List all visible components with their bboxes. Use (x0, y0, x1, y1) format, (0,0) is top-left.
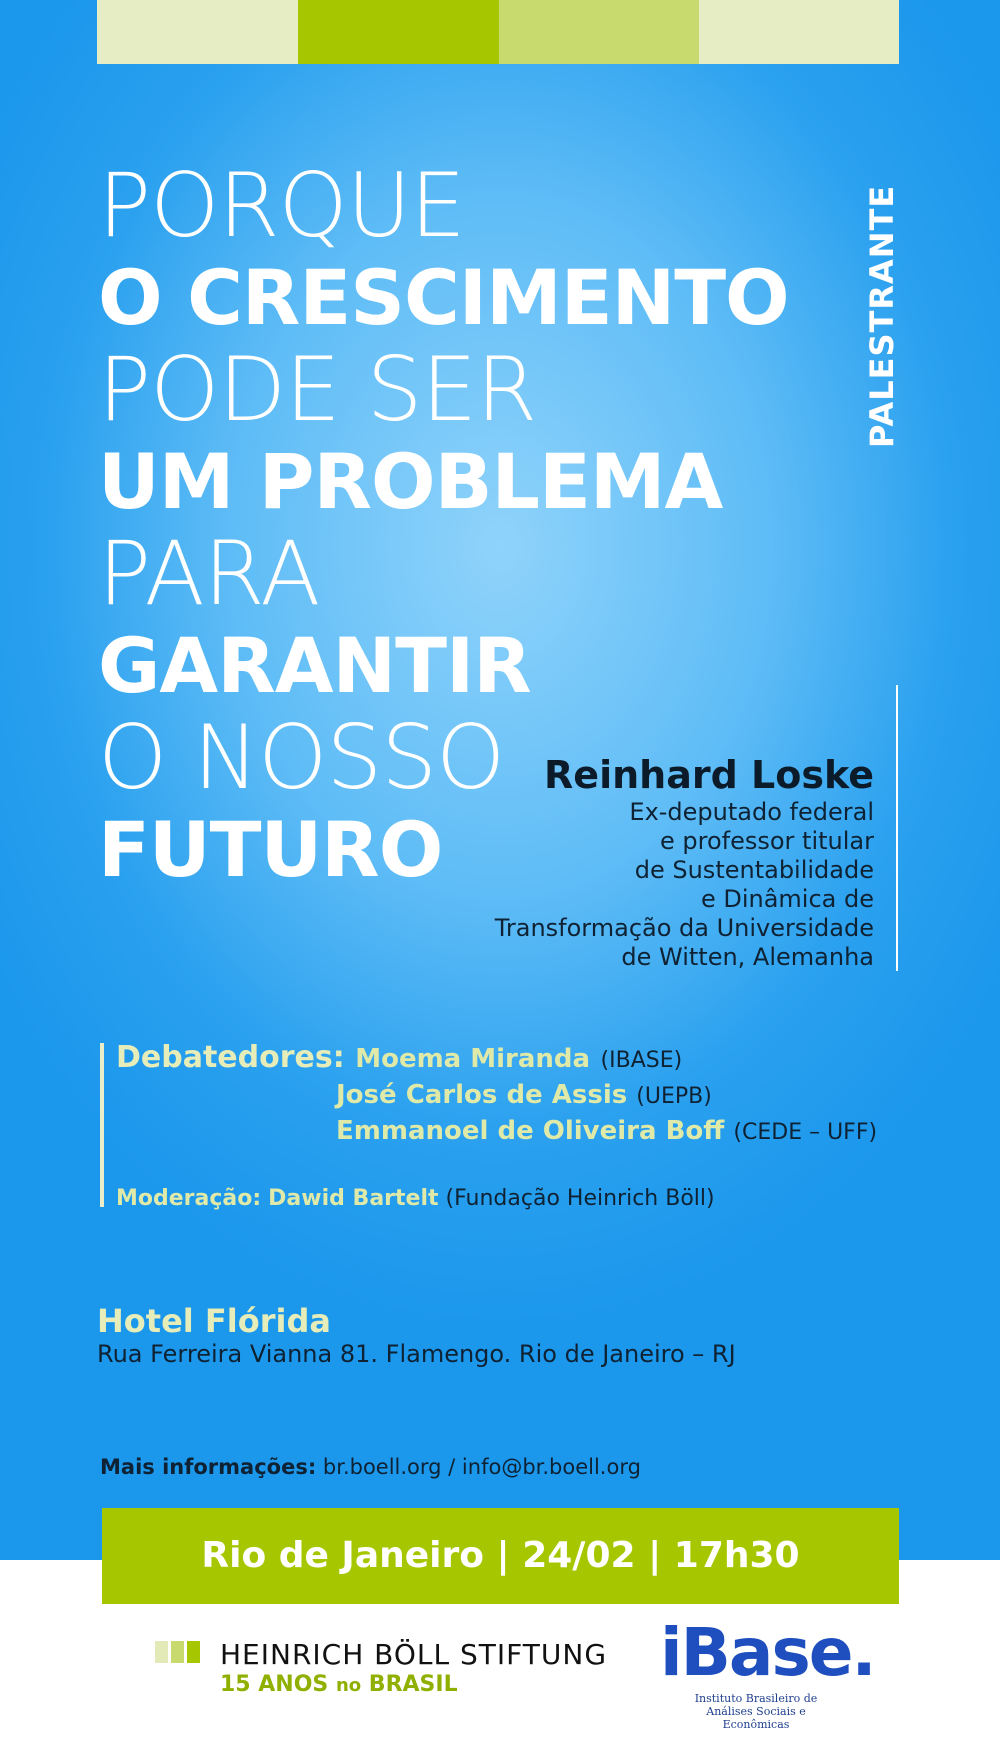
debatedores-bar (100, 1043, 104, 1207)
more-info-label: Mais informações: (100, 1455, 317, 1479)
debatedor-name: Emmanoel de Oliveira Boff (336, 1116, 725, 1146)
ibase-logo-subtitle (676, 1692, 836, 1731)
palestrante-label: PALESTRANTE (863, 184, 901, 448)
headline-line: PARA (98, 522, 320, 625)
top-stripe-3 (499, 0, 699, 64)
top-stripe-4 (699, 0, 899, 64)
speaker-desc-line: de Witten, Alemanha (621, 943, 874, 971)
moderacao-name: Dawid Bartelt (268, 1186, 439, 1211)
more-info-links[interactable]: br.boell.org / info@br.boell.org (322, 1455, 641, 1479)
palestrante-divider (896, 685, 898, 971)
debatedor-org: (UEPB) (636, 1084, 712, 1109)
venue-name: Hotel Flórida (97, 1302, 331, 1340)
venue-address: Rua Ferreira Vianna 81. Flamengo. Rio de Janeiro – RJ (97, 1340, 736, 1368)
moderacao-org: (Fundação Heinrich Böll) (445, 1186, 715, 1211)
speaker-description (495, 798, 874, 972)
boell-logo-squares (155, 1641, 203, 1667)
headline-line: UM PROBLEMA (98, 437, 723, 526)
boell-sub-c: BRASIL (368, 1672, 458, 1697)
boell-sub-b: no (335, 1675, 362, 1696)
speaker-desc-line: Ex-deputado federal (629, 798, 874, 826)
ibase-sub-line: Análises Sociais e Econômicas (706, 1705, 806, 1731)
debatedor-org: (IBASE) (600, 1048, 683, 1073)
headline-line: O NOSSO (98, 706, 505, 809)
speaker-block (495, 752, 874, 972)
boell-sub-a: 15 ANOS (220, 1672, 329, 1697)
debatedor-name: José Carlos de Assis (336, 1080, 628, 1110)
headline-line: FUTURO (98, 805, 443, 894)
debatedor-2 (336, 1080, 712, 1110)
speaker-desc-line: e Dinâmica de (700, 885, 874, 913)
headline-line: PORQUE (98, 154, 465, 257)
speaker-desc-line: Transformação da Universidade (494, 914, 874, 942)
headline-line: GARANTIR (98, 621, 531, 710)
moderacao-label: Moderação: (116, 1186, 262, 1211)
debatedor-1 (116, 1040, 682, 1075)
ibase-sub-line: Instituto Brasileiro de (694, 1692, 818, 1705)
boell-logo-subtitle (220, 1672, 458, 1697)
speaker-name: Reinhard Loske (544, 753, 874, 797)
debatedores-label: Debatedores: (116, 1040, 345, 1075)
event-date-band: Rio de Janeiro | 24/02 | 17h30 (102, 1508, 899, 1604)
ibase-logo: iBase. (660, 1614, 875, 1691)
debatedor-3 (336, 1116, 877, 1146)
more-info (100, 1455, 641, 1479)
debatedor-org: (CEDE – UFF) (733, 1120, 878, 1145)
speaker-desc-line: e professor titular (660, 827, 874, 855)
top-stripe-1 (97, 0, 298, 64)
debatedor-name: Moema Miranda (355, 1044, 591, 1074)
boell-logo-name: HEINRICH BÖLL STIFTUNG (220, 1638, 608, 1671)
headline-line: O CRESCIMENTO (98, 253, 789, 342)
top-stripe-2 (298, 0, 499, 64)
speaker-desc-line: de Sustentabilidade (634, 856, 874, 884)
headline-line: PODE SER (98, 338, 537, 441)
moderacao (116, 1186, 715, 1211)
